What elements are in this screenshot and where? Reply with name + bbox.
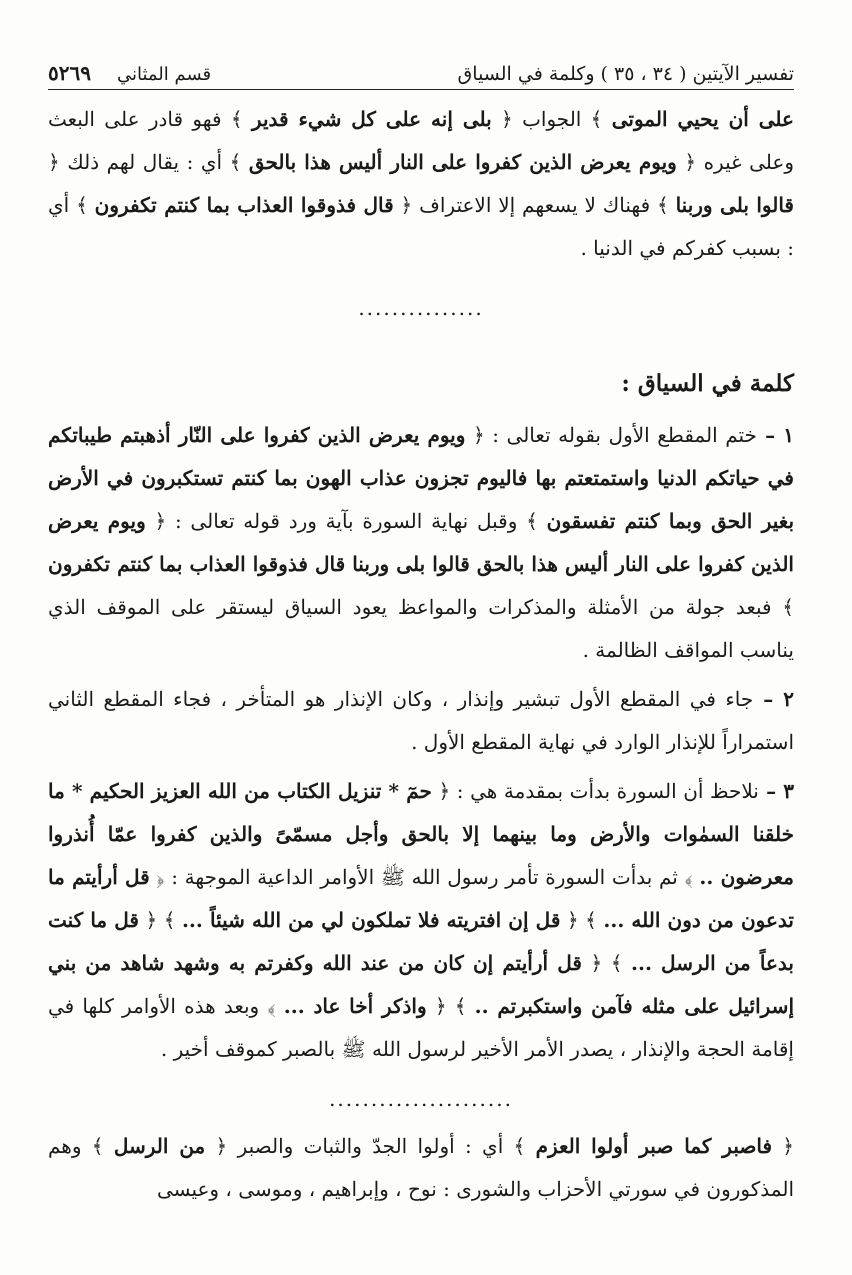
paragraph-2: [48, 414, 794, 672]
verse-text: قل إن افتريته فلا تملكون لي من الله شيئاً ...: [181, 908, 561, 932]
commentary-text: ﴾ ثم بدأت السورة تأمر رسول الله ﷺ الأوامر الداعية الموجهة : ﴿: [149, 865, 700, 889]
commentary-text: ﴾ فبعد جولة من الأمثلة والمذكرات والمواعظ يعود السياق ليستقر على الموقف الذي يناسب المواقف الظالمة .: [48, 595, 794, 662]
page-number: ٥٢٦٩: [48, 61, 91, 85]
paragraph-3: [48, 678, 794, 764]
verse-text: قل أرأيتم إن كان من عند الله وكفرتم به وشهد شاهد من بني إسرائيل على مثله فآمن واستكبرتم ..: [48, 951, 794, 1018]
section-title: قسم المثاني: [116, 64, 212, 85]
commentary-text: ﴾ الجواب ﴿: [491, 107, 612, 131]
commentary-text: ﴾ فهناك لا يسعهم إلا الاعتراف ﴿: [393, 193, 676, 217]
verse-text: ويوم يعرض الذين كفروا على النار أليس هذا بالحق: [248, 150, 677, 174]
paragraph-5: [48, 1125, 794, 1211]
verse-text: واذكر أخا عاد ...: [283, 994, 427, 1018]
commentary-text: ﴾ ﴿: [581, 951, 632, 975]
verse-text: من الرسل: [113, 1134, 206, 1158]
verse-text: فاصبر كما صبر أولوا العزم: [535, 1134, 773, 1158]
commentary-text: ﴾ ﴿: [426, 994, 475, 1018]
header-left-group: [48, 61, 211, 85]
commentary-text: نلاحظ أن السورة بدأت بمقدمة هي : ﴿: [431, 779, 759, 803]
commentary-text: ﴾ وهم المذكورون في سورتي الأحزاب والشورى : نوح ، وإبراهيم ، وموسى ، وعيسى: [48, 1134, 794, 1201]
paragraph-4: [48, 770, 794, 1071]
verse-text: على أن يحيي الموتى: [611, 107, 794, 131]
paragraph-1: [48, 98, 794, 270]
section-separator: ......................: [329, 1087, 513, 1111]
section-heading: كلمة في السياق :: [621, 370, 794, 397]
commentary-text: ختم المقطع الأول بقوله تعالى : ﴿: [465, 423, 757, 447]
verse-text: قل ما كنت بدعاً من الرسل ...: [48, 908, 794, 975]
commentary-text: ﴾ وقبل نهاية السورة بآية ورد قوله تعالى : ﴿: [145, 509, 547, 533]
commentary-text: ﴾ أي : يقال لهم ذلك ﴿: [48, 150, 249, 174]
page-header: [48, 46, 794, 90]
commentary-text: ﴾ أي : أولوا الجدّ والثبات والصبر ﴿: [205, 1134, 536, 1158]
commentary-text: ﴿: [772, 1134, 795, 1158]
verse-text: ويوم يعرض الذين كفروا على النار أليس هذا بالحق قالوا بلى وربنا قال فذوقوا العذاب بما كنتم تكفرون: [48, 509, 794, 576]
commentary-text: ﴾ ﴿: [560, 908, 604, 932]
item-number: ٢ –: [753, 687, 794, 711]
book-page: [48, 0, 794, 1275]
verse-text: حمٓ * تنزيل الكتاب من الله العزيز الحكيم * ما خلقنا السمٰوات والأرض وما بينهما إلا بالحق وأجل مسمّىً والذين كفروا عمّا أُنذروا معرضون ..: [48, 779, 794, 889]
verse-text: ويوم يعرض الذين كفروا على النّار أذهبتم طيباتكم في حياتكم الدنيا واستمتعتم بها فاليوم تجزون عذاب الهون بما كنتم تستكبرون في الأرض بغير الحق وبما كنتم تفسقون: [48, 423, 795, 533]
commentary-text: ﴾ ﴿: [138, 908, 182, 932]
verse-text: قل أرأيتم ما تدعون من دون الله ...: [48, 865, 794, 932]
section-separator: ...............: [358, 296, 484, 320]
item-number: ٣ –: [758, 779, 795, 803]
commentary-text: ﴾ فهو قادر على البعث وعلى غيره ﴿: [48, 107, 794, 174]
verse-text: قال فذوقوا العذاب بما كنتم تكفرون: [94, 193, 394, 217]
commentary-text: ﴾ وبعد هذه الأوامر كلها في إقامة الحجة والإنذار ، يصدر الأمر الأخير لرسول الله ﷺ بالصبر كموقف أخير .: [48, 994, 794, 1061]
verse-text: بلى إنه على كل شيء قدير: [251, 107, 492, 131]
running-title: تفسير الآيتين ( ٣٤ ، ٣٥ ) وكلمة في السياق: [457, 63, 794, 85]
page-body: [48, 98, 794, 1211]
commentary-text: جاء في المقطع الأول تبشير وإنذار ، وكان الإنذار هو المتأخر ، فجاء المقطع الثاني استمراراً للإنذار الوارد في نهاية المقطع الأول .: [48, 687, 794, 754]
verse-text: قالوا بلى وربنا: [675, 193, 794, 217]
item-number: ١ –: [756, 423, 794, 447]
commentary-text: ﴾ أي : بسبب كفركم في الدنيا .: [48, 193, 794, 260]
